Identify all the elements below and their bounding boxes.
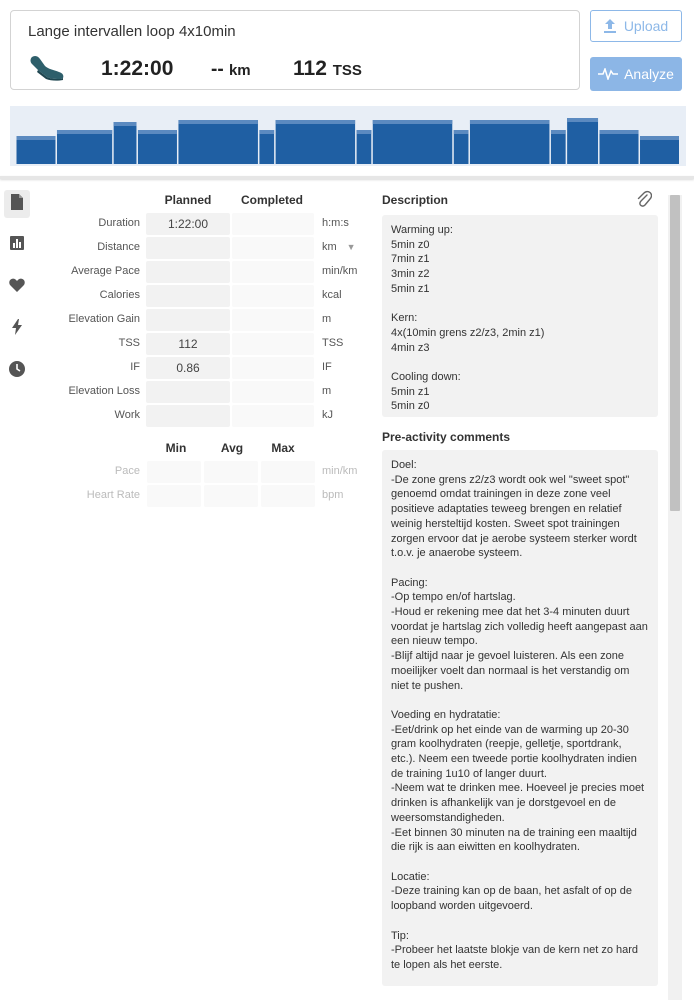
duration-unit (322, 217, 349, 229)
heart-rate-stat-unit: bpm (322, 489, 344, 501)
average-pace-label: Average Pace (71, 265, 140, 277)
col-completed: Completed (240, 193, 303, 207)
graph-interval-cap (17, 136, 56, 140)
graph-interval-cap (373, 120, 452, 124)
tss-number: 112 (293, 57, 327, 80)
if-planned-input[interactable]: 0.86 (146, 357, 230, 379)
work-unit (322, 409, 333, 421)
workout-structure-graph[interactable] (10, 106, 686, 166)
elevation-gain-planned-input[interactable] (146, 309, 230, 331)
workout-graph-svg (10, 106, 686, 166)
work-unit-text: kJ (322, 409, 333, 421)
pace-stat-label: Pace (114, 465, 140, 477)
graph-interval-cap (57, 130, 112, 134)
if-label: IF (130, 361, 140, 373)
graph-interval-cap (454, 130, 469, 134)
graph-interval-bar[interactable] (470, 120, 549, 164)
graph-interval-bar[interactable] (551, 130, 566, 164)
tss-unit-text: TSS (322, 337, 344, 349)
duration-value: 1:22:00 (101, 57, 174, 80)
graph-interval-cap (470, 120, 549, 124)
work-label: Work (114, 409, 140, 421)
panel-scrollbar-thumb[interactable] (670, 195, 680, 511)
bar-chart-icon (10, 236, 24, 255)
duration-planned-input[interactable]: 1:22:00 (146, 213, 230, 235)
distance-unit-text: km (322, 241, 337, 253)
average-pace-planned-input[interactable] (146, 261, 230, 283)
upload-button[interactable] (590, 10, 682, 42)
distance-value (211, 59, 251, 81)
graph-interval-bar[interactable] (357, 130, 372, 164)
graph-interval-cap (600, 130, 639, 134)
pace-stat-unit: min/km (322, 465, 358, 477)
header-divider (0, 176, 694, 179)
graph-interval-bar[interactable] (454, 130, 469, 164)
graph-interval-cap (551, 130, 566, 134)
side-nav-item-lightning[interactable] (4, 315, 30, 343)
tss-unit: TSS (332, 62, 362, 79)
work-planned-input[interactable] (146, 405, 230, 427)
pulse-icon (598, 68, 618, 80)
calories-unit-text: kcal (322, 289, 342, 301)
col-max: Max (271, 441, 295, 455)
average-pace-unit (322, 265, 357, 277)
graph-interval-bar[interactable] (373, 120, 452, 164)
if-unit-text: IF (322, 361, 332, 373)
col-avg: Avg (220, 441, 244, 455)
if-unit (322, 361, 332, 373)
graph-interval-bar[interactable] (276, 120, 355, 164)
calories-label: Calories (99, 289, 140, 301)
chevron-down-icon: ▼ (346, 242, 356, 252)
graph-interval-bar[interactable] (259, 130, 274, 164)
elevation-gain-unit-text: m (322, 313, 332, 325)
elevation-gain-unit (322, 313, 331, 325)
distance-planned-input[interactable] (146, 237, 230, 259)
elevation-loss-unit-text: m (322, 385, 332, 397)
duration-completed-input[interactable] (232, 213, 314, 235)
tss-value (293, 57, 362, 81)
average-pace-completed-input[interactable] (232, 261, 314, 283)
pace-min-input[interactable] (147, 461, 201, 483)
duration-label: Duration (98, 217, 140, 229)
tss-planned-input[interactable]: 112 (146, 333, 230, 355)
col-planned: Planned (164, 193, 212, 207)
paperclip-icon[interactable] (636, 190, 652, 208)
workout-title[interactable]: Lange intervallen loop 4x10min (28, 23, 236, 40)
graph-interval-cap (276, 120, 355, 124)
col-min: Min (165, 441, 187, 455)
workout-summary-card (10, 10, 580, 90)
pre-activity-comments-text[interactable]: Doel: -De zone grens z2/z3 wordt ook wel "sweet spot" genoemd omdat trainingen in deze zone veel positieve adaptaties teweeg brengen en relatief weinig hersteltijd kosten. Sweet spot trainingen zorgen ervoor dat je aerobe systeem sterker wordt t.o.v. je anaerobe systeem. Pacing: -Op tempo en/of hartslag. -Houd er rekening mee dat het 3-4 minuten duurt voordat je hartslag zich volledig heeft aangepast aan een nieuw tempo. -Blijf altijd naar je gevoel luisteren. Als een zone moeilijker voelt dan normaal is het verstandig om niet te pushen. Voeding en hydratatie: -Eet/drink op het einde van de warming up 20-30 gram koolhydraten (reepje, gelletje, sportdrank, etc.). Neem een tweede portie koolhydraten indien de training 1u10 of langer duurt. -Neem wat te drinken mee. Hoeveel je precies moet drinken is afhankelijk van je dorstgevoel en de weersomstandigheden. -Eet binnen 30 minuten na de training een maaltijd die rijk is aan eiwitten en koolhydraten. Locatie: -Deze training kan op de baan, het asfalt of op de loopband worden uitgevoerd. Tip: -Probeer het laatste blokje van de kern net zo hard te lopen als het eerste. (382, 450, 658, 986)
description-text[interactable]: Warming up: 5min z0 7min z1 3min z2 5min z1 Kern: 4x(10min grens z2/z3, 2min z1) 4min z3 Cooling down: 5min z1 5min z0 (382, 215, 658, 417)
duration-unit-text: h:m:s (322, 217, 349, 229)
graph-interval-cap (114, 122, 137, 126)
elevation-loss-unit (322, 385, 331, 397)
elevation-gain-label: Elevation Gain (68, 313, 140, 325)
graph-interval-bar[interactable] (178, 120, 257, 164)
calories-completed-input[interactable] (232, 285, 314, 307)
side-nav-item-clock[interactable] (4, 357, 30, 385)
graph-interval-bar[interactable] (138, 130, 177, 164)
side-nav-item-bar-chart[interactable] (4, 231, 30, 259)
distance-unit[interactable] (322, 241, 356, 253)
graph-interval-cap (567, 118, 598, 122)
tss-unit (322, 337, 343, 349)
distance-unit: km (228, 62, 251, 79)
analyze-button[interactable] (590, 57, 682, 91)
graph-interval-bar[interactable] (114, 122, 137, 164)
elevation-gain-completed-input[interactable] (232, 309, 314, 331)
if-completed-input[interactable] (232, 357, 314, 379)
distance-number: -- (211, 59, 224, 80)
graph-interval-bar[interactable] (17, 136, 56, 164)
elevation-loss-completed-input[interactable] (232, 381, 314, 403)
heart-rate-max-input[interactable] (261, 485, 315, 507)
graph-interval-cap (259, 130, 274, 134)
distance-completed-input[interactable] (232, 237, 314, 259)
heart-rate-stat-label: Heart Rate (86, 489, 140, 501)
side-nav-item-document[interactable] (4, 190, 30, 218)
heart-icon (9, 278, 25, 297)
graph-interval-bar[interactable] (640, 136, 679, 164)
elevation-loss-label: Elevation Loss (68, 385, 140, 397)
pre-activity-comments-title: Pre-activity comments (382, 430, 511, 444)
analyze-label: Analyze (624, 66, 674, 82)
pace-avg-input[interactable] (204, 461, 258, 483)
graph-interval-bar[interactable] (600, 130, 639, 164)
calories-unit (322, 289, 342, 301)
pace-max-input[interactable] (261, 461, 315, 483)
graph-interval-cap (357, 130, 372, 134)
side-nav-item-heart[interactable] (4, 273, 30, 301)
graph-interval-cap (138, 130, 177, 134)
graph-interval-bar[interactable] (567, 118, 598, 164)
average-pace-unit-text: min/km (322, 265, 358, 277)
tss-label: TSS (118, 337, 140, 349)
graph-interval-cap (178, 120, 257, 124)
description-title: Description (382, 193, 449, 207)
clock-icon (9, 361, 25, 382)
work-completed-input[interactable] (232, 405, 314, 427)
running-shoe-icon (28, 53, 66, 83)
upload-icon (604, 19, 616, 33)
calories-planned-input[interactable] (146, 285, 230, 307)
heart-rate-avg-input[interactable] (204, 485, 258, 507)
heart-rate-min-input[interactable] (147, 485, 201, 507)
tss-completed-input[interactable] (232, 333, 314, 355)
upload-label: Upload (623, 18, 669, 34)
lightning-icon (12, 319, 22, 340)
document-icon (10, 194, 24, 215)
graph-interval-cap (640, 136, 679, 140)
elevation-loss-planned-input[interactable] (146, 381, 230, 403)
graph-interval-bar[interactable] (57, 130, 112, 164)
distance-label: Distance (97, 241, 140, 253)
